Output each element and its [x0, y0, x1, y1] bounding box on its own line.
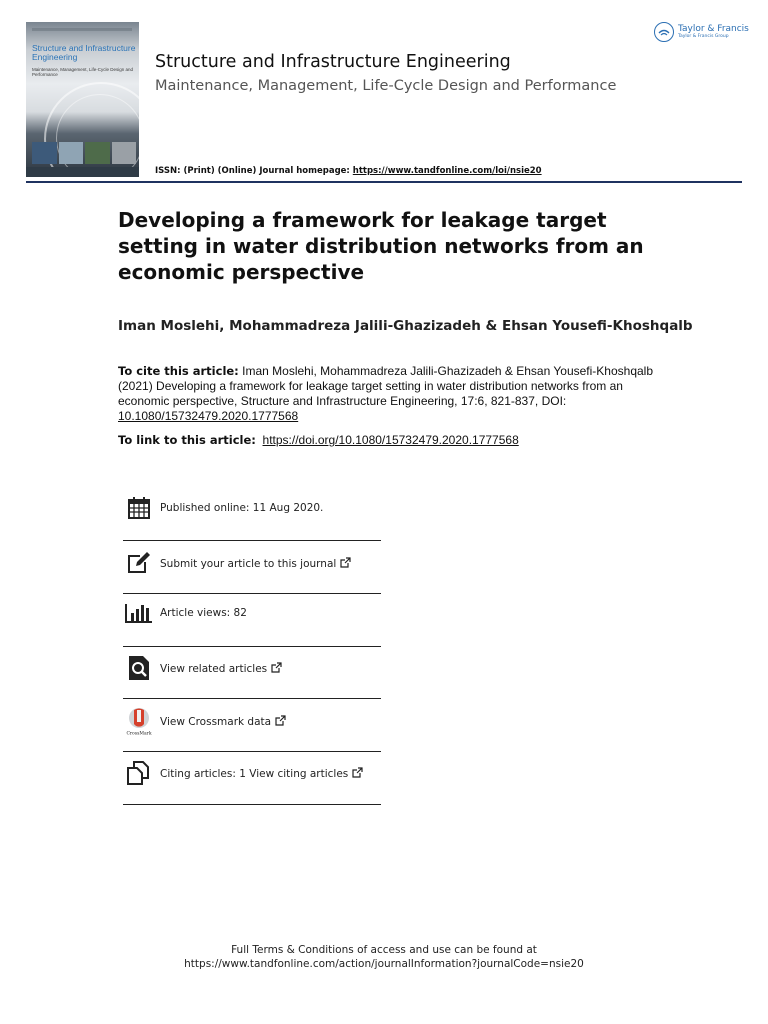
- article-views-count: Article views: 82: [160, 607, 247, 619]
- journal-homepage-link[interactable]: https://www.tandfonline.com/loi/nsie20: [352, 166, 542, 176]
- issn-prefix: ISSN: (Print) (Online) Journal homepage:: [155, 166, 353, 176]
- cover-photo-1: [32, 142, 57, 164]
- footer-terms-link[interactable]: https://www.tandfonline.com/action/journalInformation?journalCode=nsie20: [184, 958, 584, 970]
- article-link-line: [118, 433, 519, 447]
- related-articles-row[interactable]: [123, 642, 381, 694]
- journal-subtitle: Maintenance, Management, Life-Cycle Design and Performance: [155, 78, 617, 94]
- footer-terms-text: Full Terms & Conditions of access and use can be found at: [231, 944, 537, 956]
- crossmark-icon-label: CrossMark: [126, 731, 152, 736]
- cover-arch-graphic-inner: [56, 94, 139, 177]
- publisher-logo[interactable]: [654, 22, 749, 42]
- cite-doi-link[interactable]: 10.1080/15732479.2020.1777568: [118, 409, 299, 423]
- external-link-icon: [271, 662, 282, 673]
- external-link-icon: [275, 715, 286, 726]
- issn-line: [155, 166, 542, 176]
- cite-label: To cite this article:: [118, 364, 239, 378]
- header-divider: [26, 181, 742, 183]
- doi-link[interactable]: https://doi.org/10.1080/15732479.2020.1777568: [262, 433, 519, 447]
- cover-photo-4: [112, 142, 137, 164]
- article-title: Developing a framework for leakage target setting in water distribution networks from an economic perspective: [118, 208, 644, 284]
- citing-articles-link[interactable]: Citing articles: 1 View citing articles: [160, 767, 349, 780]
- external-link-icon: [352, 767, 363, 778]
- journal-title: Structure and Infrastructure Engineering: [155, 52, 511, 72]
- bar-chart-icon: [123, 597, 155, 629]
- cover-photo-3: [85, 142, 110, 164]
- cover-photo-2: [59, 142, 84, 164]
- calendar-icon: [123, 492, 155, 524]
- published-date: Published online: 11 Aug 2020.: [160, 502, 324, 514]
- journal-cover-image: [26, 22, 139, 177]
- cover-subtitle: Maintenance, Management, Life-Cycle Design and Performance: [32, 67, 134, 77]
- footer-terms: [0, 943, 768, 971]
- cite-text: Iman Moslehi, Mohammadreza Jalili-Ghazizadeh & Ehsan Yousefi-Khoshqalb (2021) Developing a framework for leakage target setting in water distribution networks from an economic perspective, Structure and Infrastructure Engineering, 17:6, 821-837, DOI:: [118, 364, 654, 408]
- cover-top-strip: [32, 28, 132, 31]
- cover-title: Structure and Infrastructure Engineering: [32, 43, 136, 62]
- citing-documents-icon: [123, 757, 155, 789]
- search-document-icon: [123, 652, 155, 684]
- crossmark-icon: [123, 705, 155, 737]
- crossmark-row[interactable]: [123, 695, 381, 747]
- related-articles-link[interactable]: View related articles: [160, 662, 268, 675]
- article-views-row: [123, 587, 381, 639]
- publisher-name: Taylor & Francis: [678, 24, 749, 34]
- link-label: To link to this article:: [118, 433, 256, 447]
- submit-article-row[interactable]: [123, 537, 381, 589]
- published-row: [123, 482, 381, 534]
- citing-articles-row[interactable]: [123, 747, 381, 799]
- edit-icon: [123, 547, 155, 579]
- article-authors: Iman Moslehi, Mohammadreza Jalili-Ghazizadeh & Ehsan Yousefi-Khoshqalb: [118, 318, 693, 334]
- citation-block: [118, 364, 658, 424]
- cover-bottom-band: [26, 167, 139, 177]
- cover-photo-strip: [32, 142, 136, 164]
- submit-article-link[interactable]: Submit your article to this journal: [160, 557, 337, 570]
- info-separator: [123, 804, 381, 805]
- publisher-group: Taylor & Francis Group: [678, 34, 729, 39]
- external-link-icon: [340, 557, 351, 568]
- crossmark-link[interactable]: View Crossmark data: [160, 715, 272, 728]
- publisher-logo-icon: [654, 22, 674, 42]
